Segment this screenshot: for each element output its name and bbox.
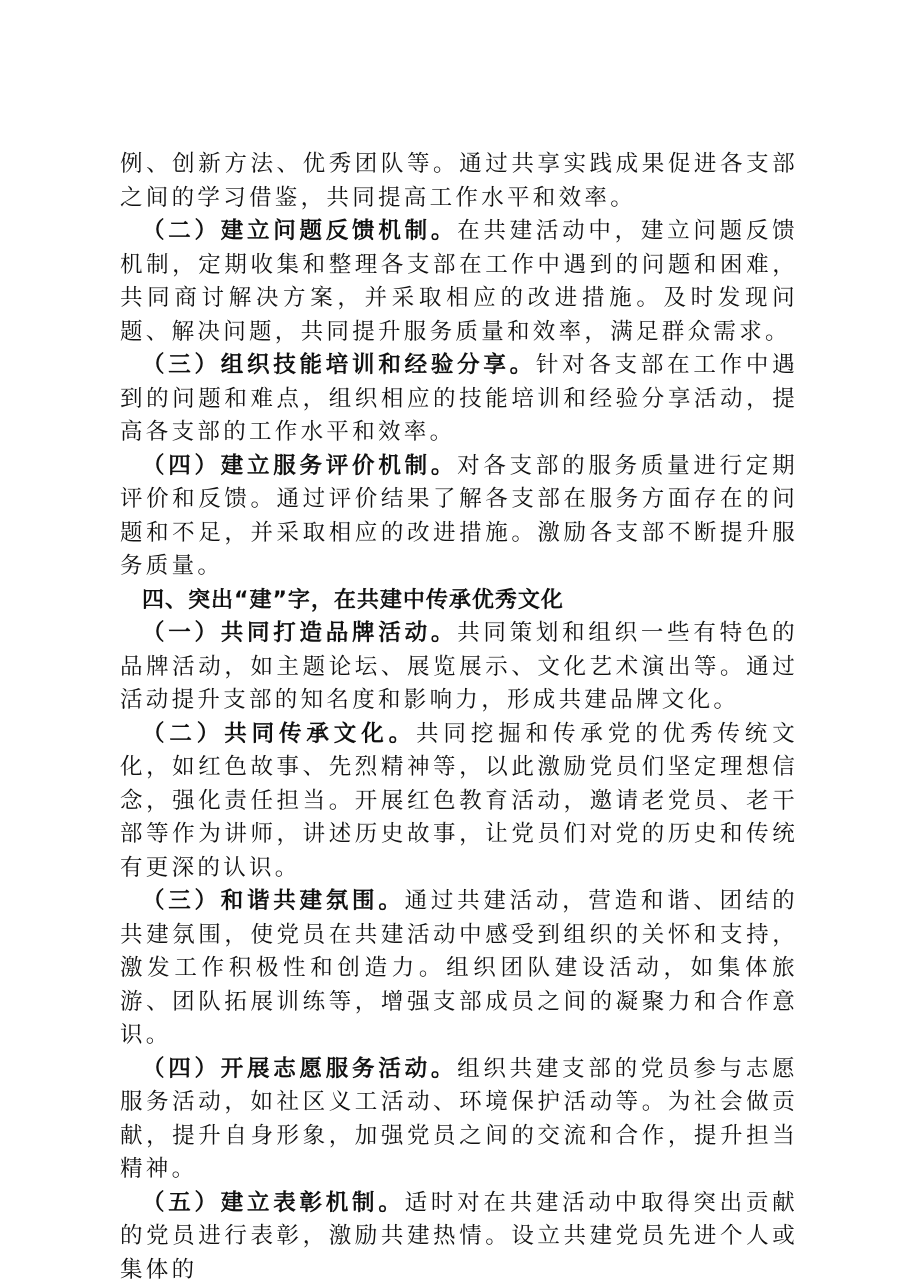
paragraph-text: 通过共建活动，营造和谐、团结的共建氛围，使党员在共建活动中感受到组织的关怀和支持，激发工作积极性和创造力。组织团队建设活动，如集体旅游、团队拓展训练等，增强支部成员之间的凝聚力和合作意识。	[120, 888, 798, 1048]
section-heading: 四、突出“建”字，在共建中传承优秀文化	[120, 584, 798, 618]
paragraph-brand-activity	[120, 617, 798, 718]
paragraph-lead: （三）和谐共建氛围。	[142, 888, 405, 914]
paragraph-problem-feedback	[120, 215, 798, 349]
paragraph-text: 针对各支部在工作中遇到的问题和难点，组织相应的技能培训和经验分享活动，提高各支部的工作水平和效率。	[120, 352, 798, 445]
paragraph-culture-heritage	[120, 718, 798, 886]
paragraph-lead: （四）开展志愿服务活动。	[142, 1056, 457, 1082]
paragraph-volunteer	[120, 1053, 798, 1187]
paragraph-lead: （一）共同打造品牌活动。	[142, 620, 457, 646]
paragraph-skill-training	[120, 349, 798, 450]
document-page	[120, 148, 798, 1287]
paragraph-harmony	[120, 885, 798, 1053]
paragraph-lead: （四）建立服务评价机制。	[142, 453, 457, 479]
paragraph-text: 组织共建支部的党员参与志愿服务活动，如社区义工活动、环境保护活动等。为社会做贡献，提升自身形象，加强党员之间的交流和合作，提升担当精神。	[120, 1056, 798, 1183]
paragraph-lead: （五）建立表彰机制。	[142, 1190, 405, 1216]
paragraph-text: 共同挖掘和传承党的优秀传统文化，如红色故事、先烈精神等，以此激励党员们坚定理想信念，强化责任担当。开展红色教育活动，邀请老党员、老干部等作为讲师，讲述历史故事，让党员们对党的历史和传统有更深的认识。	[120, 721, 798, 881]
paragraph-lead: （二）建立问题反馈机制。	[142, 218, 457, 244]
paragraph-text: 在共建活动中，建立问题反馈机制，定期收集和整理各支部在工作中遇到的问题和困难，共同商讨解决方案，并采取相应的改进措施。及时发现问题、解决问题，共同提升服务质量和效率，满足群众需求。	[120, 218, 798, 345]
paragraph-continuation	[120, 148, 798, 215]
paragraph-service-evaluation	[120, 450, 798, 584]
paragraph-lead: （二）共同传承文化。	[142, 721, 416, 747]
paragraph-text: 共同策划和组织一些有特色的品牌活动，如主题论坛、展览展示、文化艺术演出等。通过活动提升支部的知名度和影响力，形成共建品牌文化。	[120, 620, 798, 713]
paragraph-text: 适时对在共建活动中取得突出贡献的党员进行表彰，激励共建热情。设立共建党员先进个人或集体的	[120, 1190, 798, 1283]
paragraph-commendation	[120, 1187, 798, 1287]
paragraph-text: 对各支部的服务质量进行定期评价和反馈。通过评价结果了解各支部在服务方面存在的问题和不足，并采取相应的改进措施。激励各支部不断提升服务质量。	[120, 453, 798, 580]
paragraph-lead: （三）组织技能培训和经验分享。	[142, 352, 536, 378]
paragraph-text: 例、创新方法、优秀团队等。通过共享实践成果促进各支部之间的学习借鉴，共同提高工作水平和效率。	[120, 151, 798, 211]
